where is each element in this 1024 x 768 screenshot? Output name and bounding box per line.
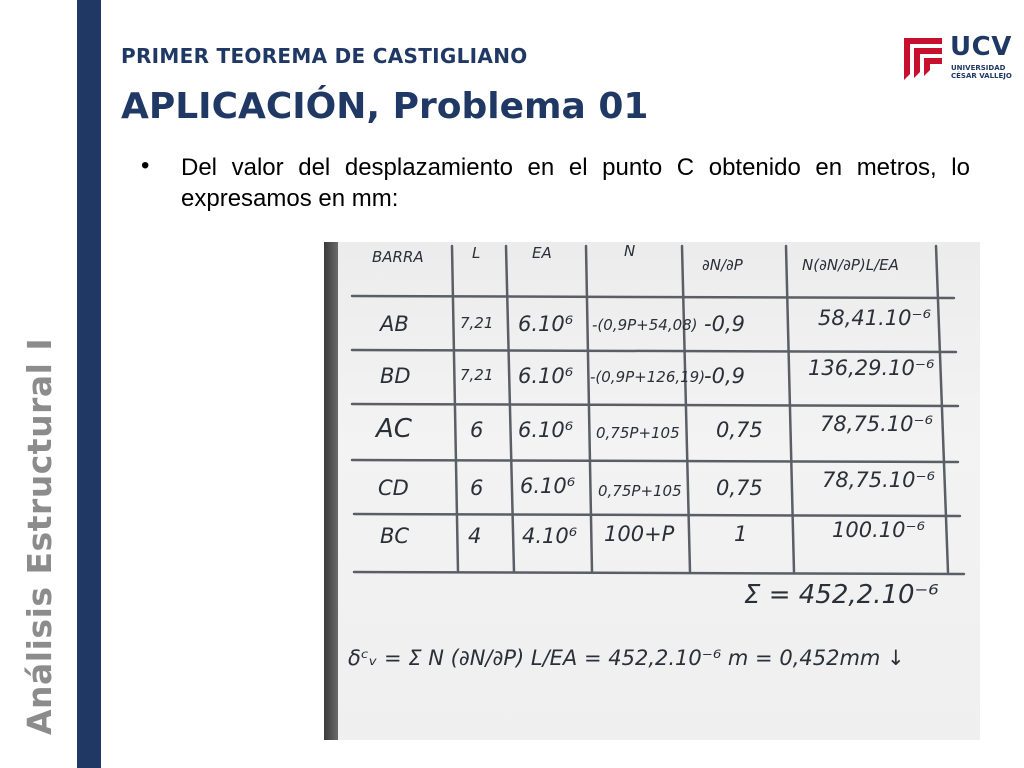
row-n: 0,75P+105 [596,424,680,442]
sum-line: Σ = 452,2.10⁻⁶ [744,580,939,610]
row-product: 136,29.10⁻⁶ [808,356,935,380]
header-ea: EA [532,244,552,262]
row-ea: 6.10⁶ [520,474,576,498]
row-l: 6 [470,418,484,442]
slide-title: APLICACIÓN, Problema 01 [121,86,649,127]
row-product: 78,75.10⁻⁶ [822,468,936,492]
row-barra: BC [380,524,410,548]
ucv-logo [902,34,1014,82]
whiteboard-photo [324,242,980,740]
row-l: 7,21 [460,314,494,332]
row-l: 7,21 [460,366,494,384]
row-product: 58,41.10⁻⁶ [818,306,932,330]
logo-line2: CÉSAR VALLEJO [951,72,1012,80]
logo-subtitle [951,64,1012,80]
row-n: -(0,9P+126,19) [590,368,706,386]
row-ea: 6.10⁶ [518,364,574,388]
row-barra: CD [378,476,409,500]
bullet-marker: • [141,152,150,179]
row-dn: 0,75 [716,476,763,500]
result-equation: δᶜᵥ = Σ N (∂N/∂P) L/EA = 452,2.10⁻⁶ m = 0,452mm ↓ [348,646,905,670]
header-barra: BARRA [372,248,424,266]
row-barra: AC [376,414,412,444]
row-l: 4 [468,524,482,548]
row-n: 100+P [604,522,675,546]
header-n: N [624,242,636,260]
row-ea: 6.10⁶ [518,312,574,336]
row-n: -(0,9P+54,08) [592,316,698,334]
row-dn: -0,9 [704,312,745,336]
header-l: L [472,244,481,262]
row-product: 78,75.10⁻⁶ [820,412,934,436]
ucv-shield-icon [902,34,944,82]
row-dn: 0,75 [716,418,763,442]
row-dn: 1 [734,522,748,546]
row-barra: BD [380,364,411,388]
header-product: N(∂N/∂P)L/EA [802,256,899,274]
course-side-label: Análisis Estructural I [20,337,59,735]
row-dn: -0,9 [704,364,745,388]
bullet-text: Del valor del desplazamiento en el punto C obtenido en metros, lo expresamos en mm: [181,154,970,212]
left-accent-bar [77,0,101,768]
row-product: 100.10⁻⁶ [832,518,925,542]
header-dn-dp: ∂N/∂P [702,256,743,274]
row-ea: 6.10⁶ [518,418,574,442]
slide-subtitle: PRIMER TEOREMA DE CASTIGLIANO [121,44,528,68]
logo-line1: UNIVERSIDAD [951,64,1006,72]
row-barra: AB [380,312,409,336]
logo-wordmark: UCV [950,32,1012,62]
row-n: 0,75P+105 [598,482,682,500]
row-ea: 4.10⁶ [522,524,578,548]
row-l: 6 [470,476,484,500]
